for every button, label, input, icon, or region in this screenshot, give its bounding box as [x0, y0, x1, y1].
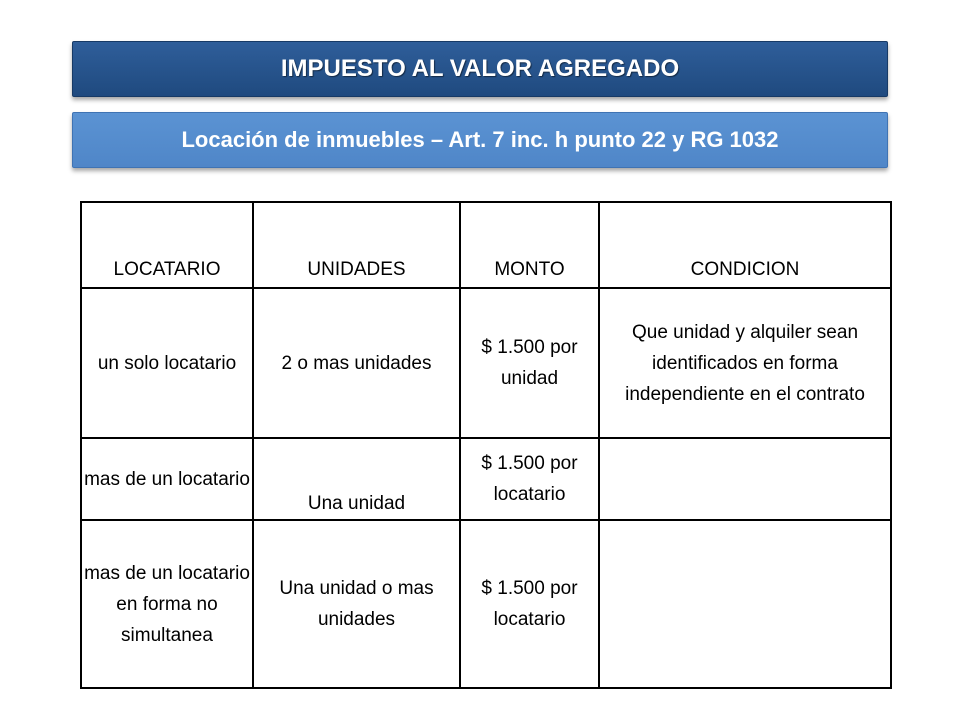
- cell-unidades: Una unidad: [253, 438, 460, 520]
- cell-unidades: 2 o mas unidades: [253, 288, 460, 438]
- column-header-condicion: CONDICION: [599, 202, 891, 288]
- column-header-unidades: UNIDADES: [253, 202, 460, 288]
- page-title: IMPUESTO AL VALOR AGREGADO: [280, 55, 680, 82]
- page-subtitle: Locación de inmuebles – Art. 7 inc. h punto 22 y RG 1032: [181, 127, 779, 152]
- cell-monto: $ 1.500 por locatario: [460, 520, 599, 688]
- subtitle-banner: [72, 112, 888, 168]
- cell-condicion: [599, 438, 891, 520]
- cell-locatario: mas de un locatario: [81, 438, 253, 520]
- cell-locatario: un solo locatario: [81, 288, 253, 438]
- cell-unidades: Una unidad o mas unidades: [253, 520, 460, 688]
- table-row: [81, 288, 891, 438]
- table-row: [81, 520, 891, 688]
- table-row: [81, 438, 891, 520]
- column-header-monto: MONTO: [460, 202, 599, 288]
- data-table: [80, 201, 892, 689]
- column-header-locatario: LOCATARIO: [81, 202, 253, 288]
- cell-monto: $ 1.500 por locatario: [460, 438, 599, 520]
- cell-condicion: Que unidad y alquiler sean identificados en forma independiente en el contrato: [599, 288, 891, 438]
- title-banner: [72, 41, 888, 97]
- cell-locatario: mas de un locatario en forma no simultanea: [81, 520, 253, 688]
- cell-condicion: [599, 520, 891, 688]
- table-header-row: [81, 202, 891, 288]
- cell-monto: $ 1.500 por unidad: [460, 288, 599, 438]
